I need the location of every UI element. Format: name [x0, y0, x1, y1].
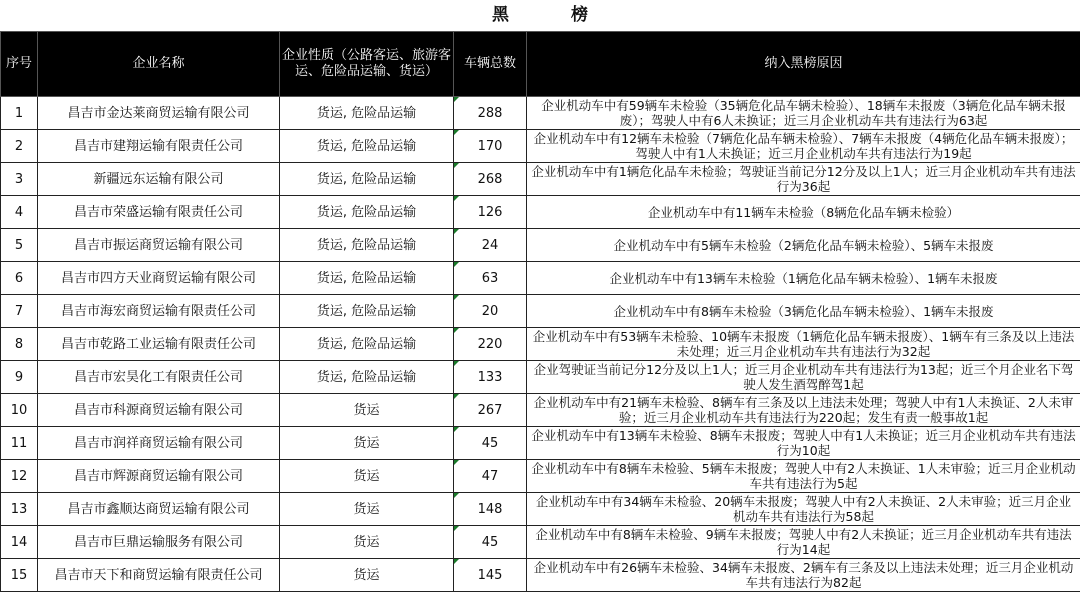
cell-seq: 8	[1, 328, 38, 361]
cell-reason: 企业机动车中有8辆车未检验（3辆危化品车辆未检验）、1辆车未报废	[527, 295, 1080, 328]
cell-vehicle-count: 268	[454, 163, 527, 196]
cell-vehicle-count: 133	[454, 361, 527, 394]
cell-reason: 企业机动车中有59辆车未检验（35辆危化品车辆未检验）、18辆车未报废（3辆危化品车辆未报废）；驾驶人中有6人未换证；近三月企业机动车共有违法行为63起	[527, 97, 1080, 130]
cell-company-name: 昌吉市四方天业商贸运输有限公司	[38, 262, 280, 295]
cell-company-name: 昌吉市辉源商贸运输有限公司	[38, 460, 280, 493]
cell-seq: 5	[1, 229, 38, 262]
header-company-nature: 企业性质（公路客运、旅游客运、危险品运输、货运）	[280, 32, 454, 97]
cell-company-nature: 货运, 危险品运输	[280, 361, 454, 394]
cell-seq: 11	[1, 427, 38, 460]
cell-reason: 企业驾驶证当前记分12分及以上1人；近三月企业机动车共有违法行为13起；近三个月企业名下驾驶人发生酒驾醉驾1起	[527, 361, 1080, 394]
table-row	[1, 262, 1080, 295]
cell-company-nature: 货运, 危险品运输	[280, 97, 454, 130]
cell-company-name: 昌吉市海宏商贸运输有限责任公司	[38, 295, 280, 328]
cell-vehicle-count: 45	[454, 526, 527, 559]
table-row	[1, 130, 1080, 163]
header-seq: 序号	[1, 32, 38, 97]
cell-company-name: 昌吉市润祥商贸运输有限公司	[38, 427, 280, 460]
cell-company-name: 昌吉市乾路工业运输有限责任公司	[38, 328, 280, 361]
cell-vehicle-count: 20	[454, 295, 527, 328]
cell-company-nature: 货运, 危险品运输	[280, 196, 454, 229]
cell-company-nature: 货运	[280, 559, 454, 592]
cell-seq: 13	[1, 493, 38, 526]
cell-seq: 3	[1, 163, 38, 196]
cell-reason: 企业机动车中有5辆车未检验（2辆危化品车辆未检验）、5辆车未报废	[527, 229, 1080, 262]
cell-reason: 企业机动车中有12辆车未检验（7辆危化品车辆未检验）、7辆车未报废（4辆危化品车辆未报废）；驾驶人中有1人未换证；近三月企业机动车共有违法行为19起	[527, 130, 1080, 163]
cell-company-name: 昌吉市鑫顺达商贸运输有限公司	[38, 493, 280, 526]
cell-company-nature: 货运	[280, 460, 454, 493]
table-row	[1, 394, 1080, 427]
cell-seq: 4	[1, 196, 38, 229]
table-row	[1, 427, 1080, 460]
cell-company-nature: 货运, 危险品运输	[280, 295, 454, 328]
table-row	[1, 196, 1080, 229]
cell-vehicle-count: 170	[454, 130, 527, 163]
cell-company-name: 昌吉市天下和商贸运输有限责任公司	[38, 559, 280, 592]
table-row	[1, 559, 1080, 592]
cell-seq: 9	[1, 361, 38, 394]
cell-company-name: 昌吉市荣盛运输有限责任公司	[38, 196, 280, 229]
table-row	[1, 295, 1080, 328]
cell-seq: 12	[1, 460, 38, 493]
table-row	[1, 460, 1080, 493]
cell-company-nature: 货运, 危险品运输	[280, 130, 454, 163]
header-company-name: 企业名称	[38, 32, 280, 97]
cell-reason: 企业机动车中有34辆车未检验、20辆车未报废；驾驶人中有2人未换证、2人未审验；近三月企业机动车共有违法行为58起	[527, 493, 1080, 526]
cell-vehicle-count: 63	[454, 262, 527, 295]
cell-seq: 14	[1, 526, 38, 559]
blacklist-table	[0, 31, 1080, 592]
header-reason: 纳入黑榜原因	[527, 32, 1080, 97]
cell-company-name: 昌吉市建翔运输有限责任公司	[38, 130, 280, 163]
cell-reason: 企业机动车中有13辆车未检验、8辆车未报废；驾驶人中有1人未换证；近三月企业机动车共有违法行为10起	[527, 427, 1080, 460]
cell-reason: 企业机动车中有8辆车未检验、5辆车未报废；驾驶人中有2人未换证、1人未审验；近三月企业机动车共有违法行为5起	[527, 460, 1080, 493]
table-header	[1, 32, 1080, 97]
table-body	[1, 97, 1080, 592]
cell-company-name: 昌吉市宏昊化工有限责任公司	[38, 361, 280, 394]
cell-reason: 企业机动车中有11辆车未检验（8辆危化品车辆未检验）	[527, 196, 1080, 229]
cell-company-nature: 货运	[280, 427, 454, 460]
table-row	[1, 526, 1080, 559]
cell-seq: 10	[1, 394, 38, 427]
cell-vehicle-count: 45	[454, 427, 527, 460]
table-row	[1, 229, 1080, 262]
table-row	[1, 163, 1080, 196]
cell-reason: 企业机动车中有21辆车未检验、8辆车有三条及以上违法未处理；驾驶人中有1人未换证、2人未审验；近三月企业机动车共有违法行为220起；发生有责一般事故1起	[527, 394, 1080, 427]
cell-vehicle-count: 126	[454, 196, 527, 229]
header-vehicle-count: 车辆总数	[454, 32, 527, 97]
cell-company-nature: 货运, 危险品运输	[280, 328, 454, 361]
cell-reason: 企业机动车中有1辆危化品车未检验；驾驶证当前记分12分及以上1人；近三月企业机动车共有违法行为36起	[527, 163, 1080, 196]
cell-company-nature: 货运	[280, 394, 454, 427]
cell-reason: 企业机动车中有53辆车未检验、10辆车未报废（1辆危化品车辆未报废）、1辆车有三条及以上违法未处理；近三月企业机动车共有违法行为32起	[527, 328, 1080, 361]
cell-vehicle-count: 145	[454, 559, 527, 592]
cell-seq: 7	[1, 295, 38, 328]
cell-reason: 企业机动车中有8辆车未检验、9辆车未报废；驾驶人中有2人未换证；近三月企业机动车共有违法行为14起	[527, 526, 1080, 559]
cell-company-nature: 货运, 危险品运输	[280, 229, 454, 262]
table-row	[1, 493, 1080, 526]
cell-reason: 企业机动车中有13辆车未检验（1辆危化品车辆未检验）、1辆车未报废	[527, 262, 1080, 295]
cell-company-name: 昌吉市振运商贸运输有限公司	[38, 229, 280, 262]
cell-seq: 2	[1, 130, 38, 163]
table-row	[1, 97, 1080, 130]
cell-vehicle-count: 148	[454, 493, 527, 526]
cell-vehicle-count: 220	[454, 328, 527, 361]
cell-company-nature: 货运	[280, 493, 454, 526]
cell-company-name: 昌吉市巨鼎运输服务有限公司	[38, 526, 280, 559]
cell-company-nature: 货运, 危险品运输	[280, 163, 454, 196]
page-title: 黑 榜	[492, 5, 616, 25]
cell-company-name: 昌吉市金达莱商贸运输有限公司	[38, 97, 280, 130]
cell-company-nature: 货运, 危险品运输	[280, 262, 454, 295]
cell-vehicle-count: 267	[454, 394, 527, 427]
cell-vehicle-count: 288	[454, 97, 527, 130]
cell-seq: 1	[1, 97, 38, 130]
cell-company-name: 新疆远东运输有限公司	[38, 163, 280, 196]
cell-reason: 企业机动车中有26辆车未检验、34辆车未报废、2辆车有三条及以上违法未处理；近三月企业机动车共有违法行为82起	[527, 559, 1080, 592]
cell-company-name: 昌吉市科源商贸运输有限公司	[38, 394, 280, 427]
cell-vehicle-count: 24	[454, 229, 527, 262]
cell-vehicle-count: 47	[454, 460, 527, 493]
cell-seq: 6	[1, 262, 38, 295]
table-row	[1, 328, 1080, 361]
cell-company-nature: 货运	[280, 526, 454, 559]
table-row	[1, 361, 1080, 394]
cell-seq: 15	[1, 559, 38, 592]
